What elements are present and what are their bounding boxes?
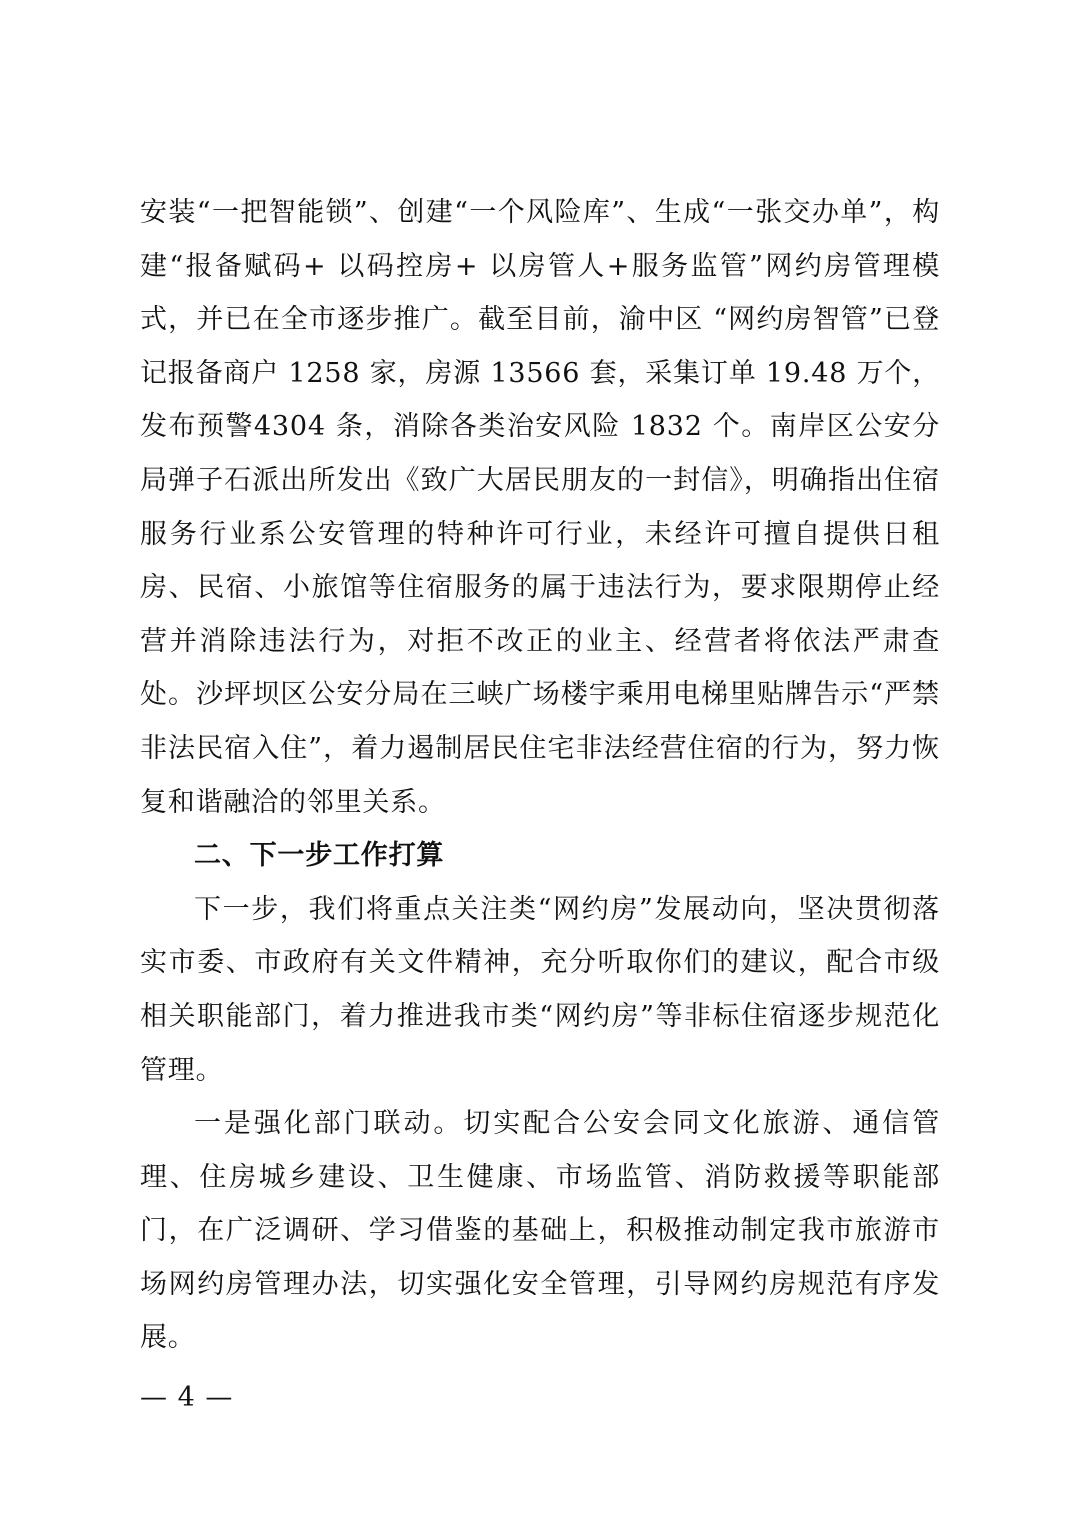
paragraph-next-steps-intro: 下一步，我们将重点关注类“网约房”发展动向，坚决贯彻落实市委、市政府有关文件精神，充分听取你们的建议，配合市级相关职能部门，着力推进我市类“网约房”等非标住宿逐步规范化管理。 bbox=[140, 893, 940, 1086]
document-body bbox=[140, 186, 940, 1365]
page-number: — 4 — bbox=[140, 1382, 234, 1413]
paragraph-measures-cases: 安装“一把智能锁”、创建“一个风险库”、生成“一张交办单”，构建“报备赋码+ 以码控房+ 以房管人+服务监管”网约房管理模式，并已在全市逐步推广。截至目前，渝中区 “网约房智管”已登记报备商户 1258 家，房源 13566 套，采集订单 19.48 万个，发布预警4304 条，消除各类治安风险 1832 个。南岸区公安分局弹子石派出所发出《致广大居民朋友的一封信》，明确指出住宿服务行业系公安管理的特种许可行业，未经许可擅自提供日租房、民宿、小旅馆等住宿服务的属于违法行为，要求限期停止经营并消除违法行为，对拒不改正的业主、经营者将依法严肃查处。沙坪坝区公安分局在三峡广场楼宇乘用电梯里贴牌告示“严禁非法民宿入住”，着力遏制居民住宅非法经营住宿的行为，努力恢复和谐融洽的邻里关系。 bbox=[140, 197, 940, 818]
paragraph-department-coordination: 一是强化部门联动。切实配合公安会同文化旅游、通信管理、住房城乡建设、卫生健康、市场监管、消防救援等职能部门，在广泛调研、学习借鉴的基础上，积极推动制定我市旅游市场网约房管理办法，切实强化安全管理，引导网约房规范有序发展。 bbox=[140, 1108, 940, 1354]
section-heading-next-steps: 二、下一步工作打算 bbox=[194, 840, 445, 872]
